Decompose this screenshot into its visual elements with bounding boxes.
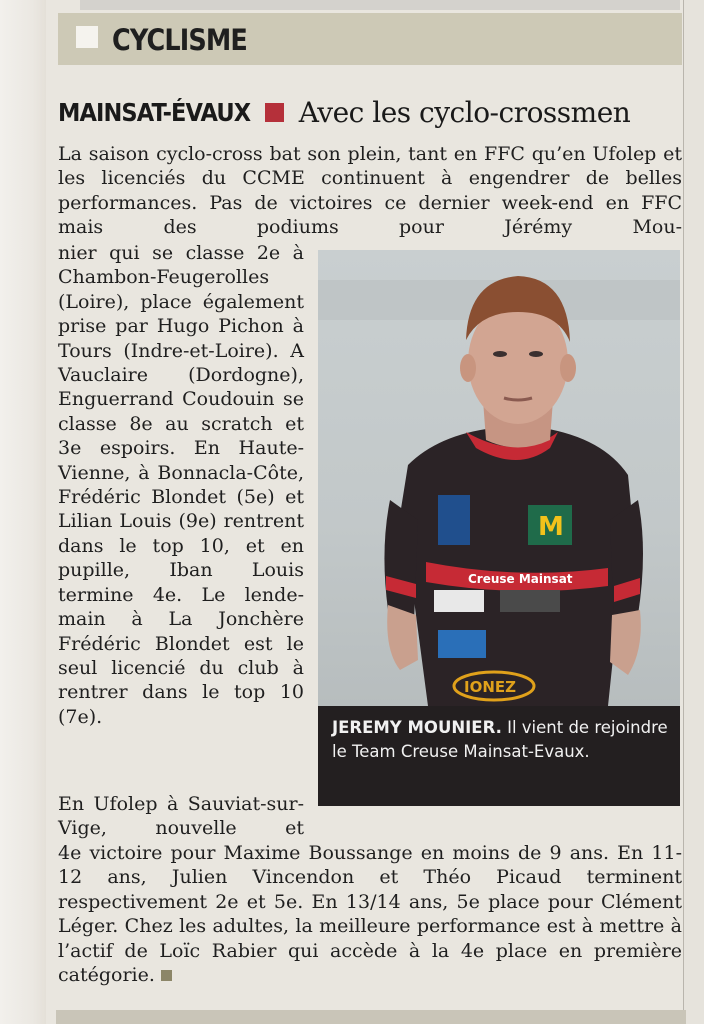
article-column: nier qui se classe 2e à Chambon-Feugerolles (Loire), place également prise par Hugo Pichon à Tours (Indre-et-Loire). A Vauclaire (Dordogne), Enguerrand Coudouin se classe 8e au scratch et 3e espoirs. En Haute-Vienne, à Bonnacla-Côte, Frédéric Blondet (5e) et Lilian Louis (9e) rentrent dans le top 10, et en pupille, Iban Louis termine 4e. Le lendemain à La Jonchère Frédéric Blondet est le seul licencié du club à rentrer dans le top 10 (7e). [58,242,304,728]
article-ufolep-start: En Ufolep à Sauviat-sur-Vige, nouvelle et [58,793,304,840]
caption-text: Il vient de rejoindre le Team Creuse Mainsat-Evaux. [332,718,668,761]
portrait-illustration [318,250,680,706]
next-article-bleed [56,1010,686,1024]
bleed-through-text [80,0,680,10]
headline-title: Avec les cyclo-crossmen [298,96,631,129]
caption-name: JEREMY MOUNIER. [332,718,502,737]
right-margin-bleed [683,0,704,1024]
jersey-sponsor-text: Creuse Mainsat [468,572,573,586]
left-margin-bleed [0,0,46,1024]
article-headline [58,96,688,136]
headline-place: MAINSAT-ÉVAUX [58,98,251,127]
jersey-brand-text: IONEZ [464,678,517,696]
jersey-logo-text: M [538,512,564,542]
section-marker-icon [76,26,98,48]
section-label: CYCLISME [112,23,247,57]
end-mark-icon [161,970,172,981]
photo-caption [318,706,680,806]
article-ufolep-rest [58,841,682,987]
article-intro: La saison cyclo-cross bat son plein, tant en FFC qu’en Ufolep et les licenciés du CCME continuent à engendrer de belles performances. Pas de victoires ce dernier week-end en FFC mais des podiums pour Jérémy Mou- [58,143,682,239]
headline-separator-icon [265,103,284,122]
portrait-photo [318,250,680,706]
article-ufolep-text: 4e victoire pour Maxime Boussange en moins de 9 ans. En 11-12 ans, Julien Vincendon et Théo Picaud terminent respectivement 2e et 5e. En 13/14 ans, 5e place pour Clément Léger. Chez les adultes, la meilleure performance est à mettre à l’actif de Loïc Rabier qui accède à la 4e place en première catégorie. [58,842,682,987]
